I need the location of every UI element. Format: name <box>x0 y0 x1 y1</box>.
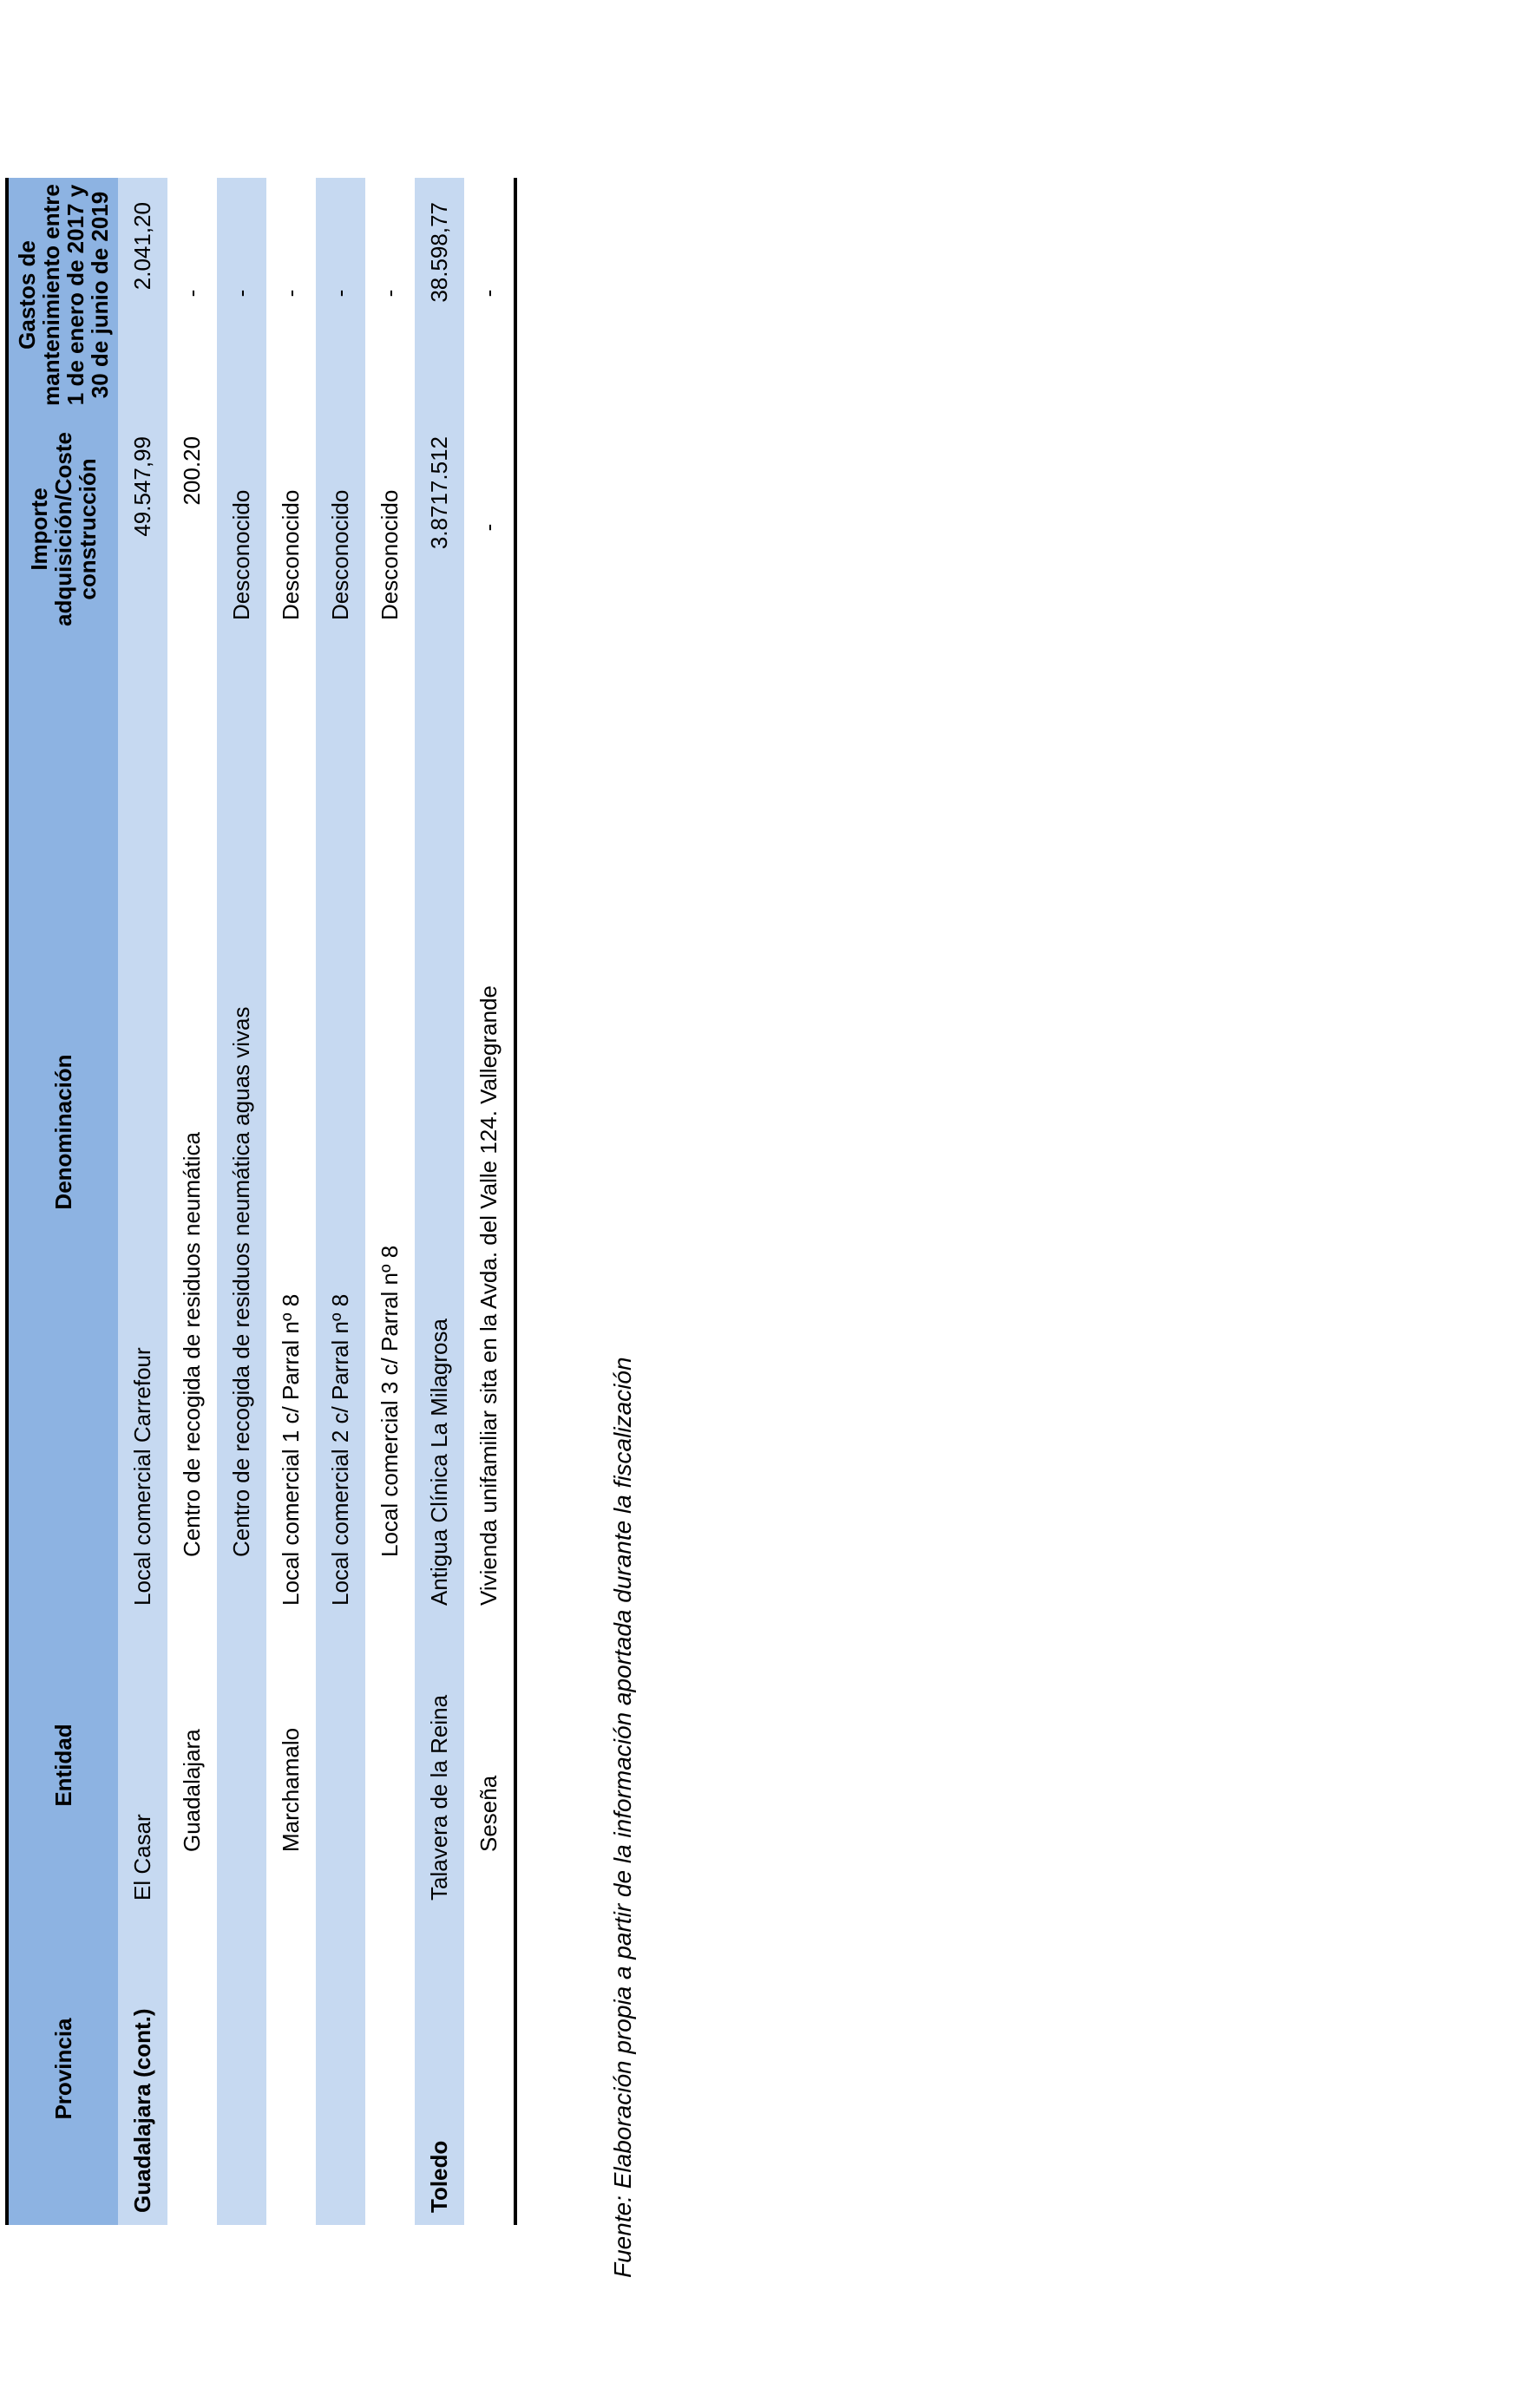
table-row <box>464 178 515 2225</box>
cell-importe: Desconocido <box>377 489 403 620</box>
table-row <box>167 178 217 2225</box>
cell-denominacion: Local comercial Carrefour <box>118 646 167 1618</box>
cell-entidad <box>316 1618 365 1913</box>
cell-provincia <box>365 1913 415 2225</box>
inmuebles-table <box>5 178 517 2225</box>
cell-entidad: El Casar <box>118 1618 167 1913</box>
cell-entidad: Seseña <box>464 1618 515 1913</box>
cell-gastos: 38.598,77 <box>415 178 464 412</box>
table-row <box>217 178 266 2225</box>
header-provincia: Provincia <box>7 1913 118 2225</box>
cell-importe: Desconocido <box>278 489 304 620</box>
cell-gastos: 2.041,20 <box>118 178 167 412</box>
header-gastos: Gastos de mantenimiento entre 1 de enero de 2017 y 30 de junio de 2019 <box>7 178 118 412</box>
cell-gastos: - <box>464 178 515 412</box>
cell-gastos: - <box>316 178 365 412</box>
cell-denominacion: Local comercial 2 c/ Parral nº 8 <box>316 646 365 1618</box>
cell-gastos: - <box>179 289 205 298</box>
cell-denominacion: Centro de recogida de residuos neumática <box>179 1132 205 1557</box>
cell-importe: 200.20 <box>179 436 205 506</box>
source-label: Fuente <box>609 2202 636 2278</box>
cell-gastos: - <box>377 289 403 298</box>
cell-denominacion: Antigua Clínica La Milagrosa <box>415 646 464 1618</box>
table-header-row <box>7 178 118 2225</box>
cell-denominacion: Centro de recogida de residuos neumática aguas vivas <box>217 646 266 1618</box>
cell-importe: 3.8717.512 <box>415 412 464 646</box>
cell-denominacion: Local comercial 1 c/ Parral nº 8 <box>278 1293 304 1606</box>
cell-provincia <box>464 1913 515 2225</box>
cell-gastos: - <box>217 178 266 412</box>
source-text: : Elaboración propia a partir de la información aportada durante la fiscalización <box>609 1357 636 2202</box>
cell-entidad: Talavera de la Reina <box>415 1618 464 1913</box>
cell-provincia <box>316 1913 365 2225</box>
cell-denominacion: Vivienda unifamiliar sita en la Avda. del Valle 124. Vallegrande <box>464 646 515 1618</box>
cell-provincia <box>266 1913 316 2225</box>
table-row <box>316 178 365 2225</box>
table-row <box>266 178 316 2225</box>
cell-provincia <box>217 1913 266 2225</box>
cell-entidad <box>217 1618 266 1913</box>
cell-importe: 49.547,99 <box>118 412 167 646</box>
cell-gastos: - <box>278 289 304 298</box>
cell-provincia: Toledo <box>415 1913 464 2225</box>
table-row <box>365 178 415 2225</box>
cell-provincia <box>167 1913 217 2225</box>
cell-importe: Desconocido <box>316 412 365 646</box>
header-importe: Importe adquisición/Coste construcción <box>7 412 118 646</box>
header-entidad: Entidad <box>7 1618 118 1913</box>
header-denominacion: Denominación <box>7 646 118 1618</box>
cell-entidad <box>365 1618 415 1913</box>
table-row <box>118 178 167 2225</box>
source-note <box>609 1357 637 2278</box>
cell-importe: - <box>464 412 515 646</box>
cell-denominacion: Local comercial 3 c/ Parral nº 8 <box>377 1245 403 1557</box>
cell-entidad: Marchamalo <box>278 1727 304 1852</box>
cell-importe: Desconocido <box>217 412 266 646</box>
table-row <box>415 178 464 2225</box>
cell-entidad: Guadalajara <box>179 1729 205 1852</box>
cell-provincia: Guadalajara (cont.) <box>118 1913 167 2225</box>
